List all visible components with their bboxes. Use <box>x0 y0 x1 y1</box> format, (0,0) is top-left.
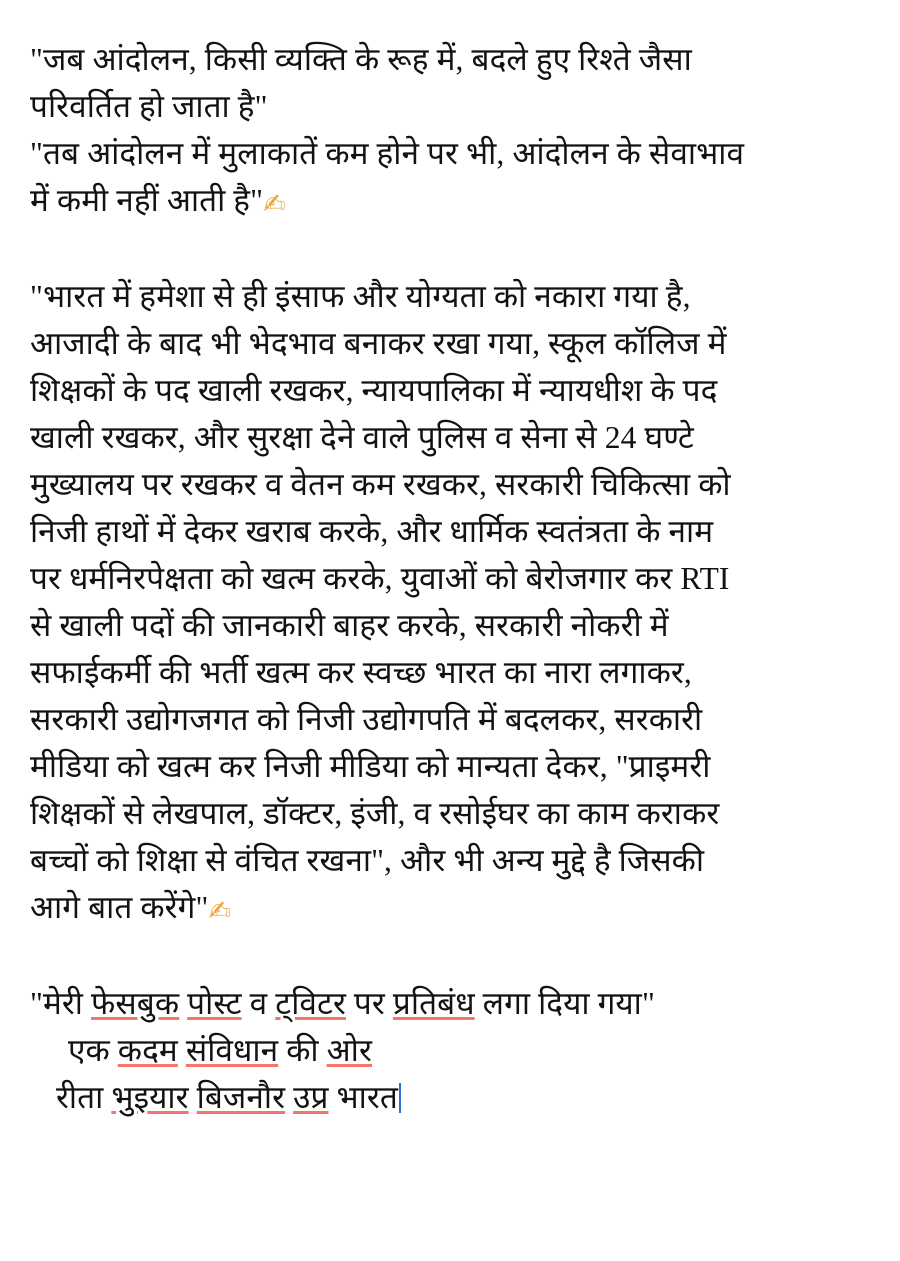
text-line: सफाईकर्मी की भर्ती खत्म कर स्वच्छ भारत का नारा लगाकर, <box>30 655 692 690</box>
text-run <box>179 986 187 1021</box>
text-line: शिक्षकों के पद खाली रखकर, न्यायपालिका में न्यायधीश के पद <box>30 373 718 408</box>
spellcheck-word[interactable]: ओर <box>326 1033 372 1068</box>
text-line: में कमी नहीं आती है" <box>30 183 264 218</box>
text-line: पर धर्मनिरपेक्षता को खत्म करके, युवाओं को बेरोजगार कर RTI <box>30 561 730 596</box>
spellcheck-word[interactable]: फेसबुक <box>91 986 180 1021</box>
text-run: पर <box>345 986 393 1021</box>
signature-prefix: "मेरी <box>30 986 92 1021</box>
writing-hand-emoji: ✍ <box>208 896 232 927</box>
paragraph-spacer <box>30 226 874 273</box>
paragraph-spacer <box>30 933 874 980</box>
spellcheck-word[interactable]: पोस्ट <box>187 986 242 1021</box>
text-line: से खाली पदों की जानकारी बाहर करके, सरकारी नोकरी में <box>30 608 669 643</box>
writing-hand-emoji: ✍ <box>263 189 286 220</box>
text-line: बच्चों को शिक्षा से वंचित रखना", और भी अन्य मुद्दे है जिसकी <box>30 843 705 878</box>
text-run <box>178 1033 186 1068</box>
text-run: व <box>241 986 276 1021</box>
text-line: आगे बात करेंगे" <box>30 890 209 925</box>
signature-block <box>30 980 874 1121</box>
text-line: आजादी के बाद भी भेदभाव बनाकर रखा गया, स्कूल कॉलिज में <box>30 326 727 361</box>
signature-line-2 <box>30 1027 874 1074</box>
text-line: शिक्षकों से लेखपाल, डॉक्टर, इंजी, व रसोईघर का काम कराकर <box>30 796 720 831</box>
text-line: परिवर्तित हो जाता है" <box>30 89 268 124</box>
text-line: "जब आंदोलन, किसी व्यक्ति के रूह में, बदले हुए रिश्ते जैसा <box>30 42 692 77</box>
text-run: एक <box>68 1033 118 1068</box>
text-line: "भारत में हमेशा से ही इंसाफ और योग्यता को नकारा गया है, <box>30 279 691 314</box>
spellcheck-word[interactable]: भुइयार <box>111 1080 189 1115</box>
spellcheck-word[interactable]: बिजनौर <box>196 1080 286 1115</box>
text-line: मीडिया को खत्म कर निजी मीडिया को मान्यता देकर, "प्राइमरी <box>30 749 711 784</box>
text-run: भारत <box>328 1080 398 1115</box>
spellcheck-word[interactable]: प्रतिबंध <box>392 986 475 1021</box>
spellcheck-word[interactable]: उप्र <box>293 1080 329 1115</box>
text-run <box>189 1080 197 1115</box>
text-line: निजी हाथों में देकर खराब करके, और धार्मिक स्वतंत्रता के नाम <box>30 514 714 549</box>
text-run <box>285 1080 293 1115</box>
signature-line-1 <box>30 980 874 1027</box>
text-line: "तब आंदोलन में मुलाकातें कम होने पर भी, आंदोलन के सेवाभाव <box>30 136 745 171</box>
spellcheck-word[interactable]: कदम <box>117 1033 178 1068</box>
paragraph-quote-1 <box>30 36 874 226</box>
text-run: रीता <box>56 1080 112 1115</box>
text-line: मुख्यालय पर रखकर व वेतन कम रखकर, सरकारी चिकित्सा को <box>30 467 731 502</box>
text-line-with-emoji <box>30 884 874 933</box>
text-line: खाली रखकर, और सुरक्षा देने वाले पुलिस व सेना से 24 घण्टे <box>30 420 694 455</box>
text-run: की <box>278 1033 327 1068</box>
text-line: सरकारी उद्योगजगत को निजी उद्योगपति में बदलकर, सरकारी <box>30 702 703 737</box>
spellcheck-word[interactable]: संविधान <box>185 1033 279 1068</box>
signature-line-3 <box>30 1074 874 1121</box>
paragraph-quote-2 <box>30 273 874 933</box>
text-run: लगा दिया गया" <box>474 986 655 1021</box>
document-body[interactable] <box>30 36 874 1121</box>
spellcheck-word[interactable]: ट्विटर <box>275 986 346 1021</box>
text-cursor <box>399 1083 401 1113</box>
text-line-with-emoji <box>30 177 874 226</box>
